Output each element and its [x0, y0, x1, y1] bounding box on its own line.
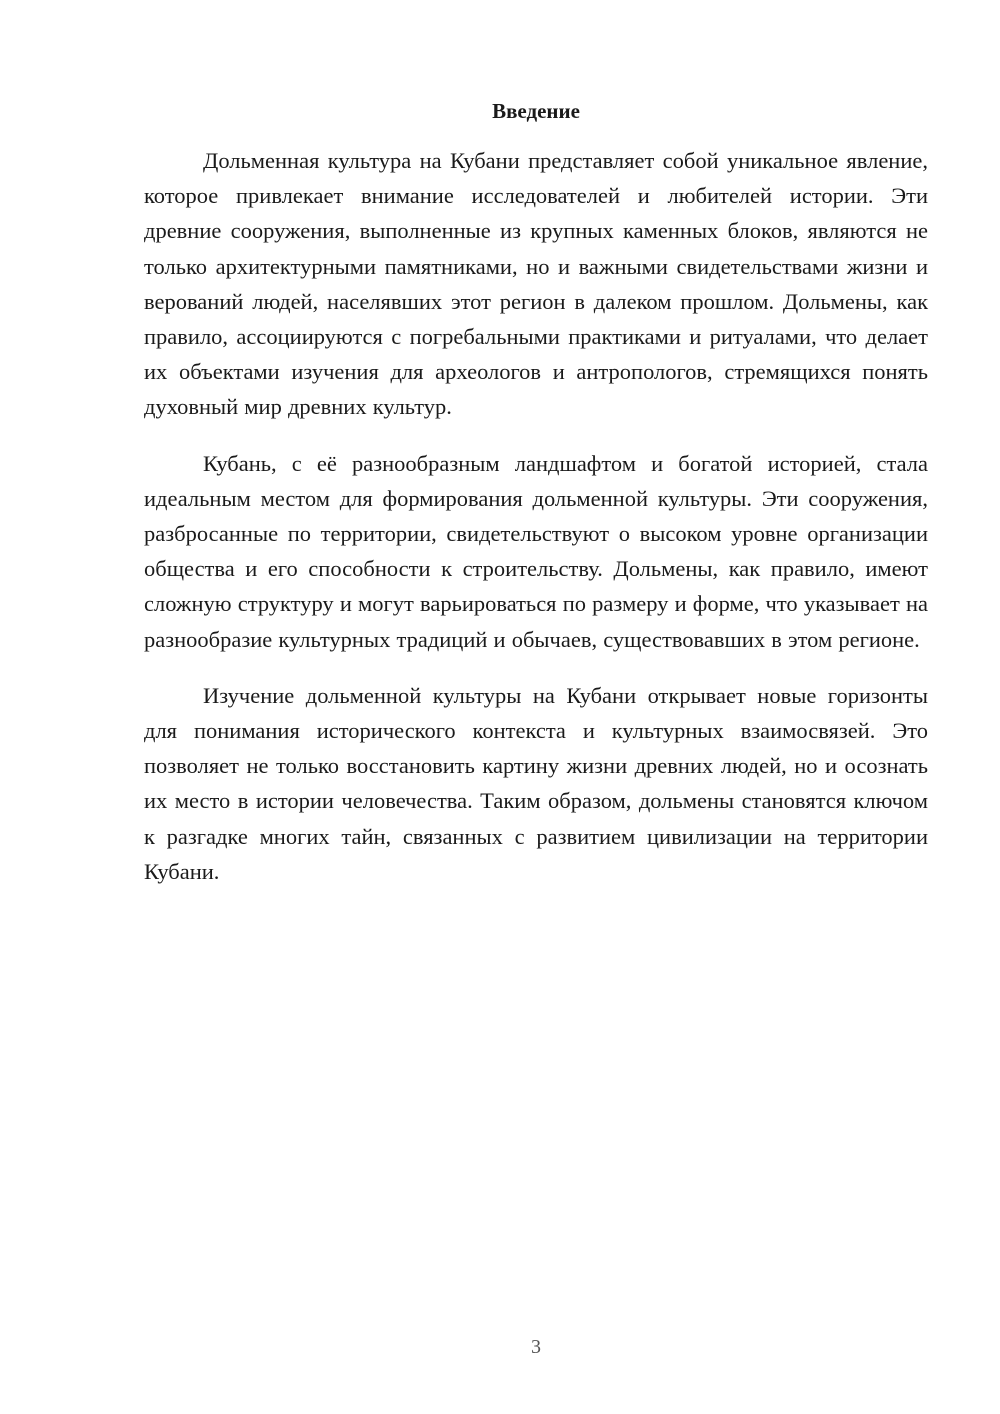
document-body [144, 143, 928, 910]
paragraph-3: Изучение дольменной культуры на Кубани открывает новые горизонты для понимания исторического контекста и культурных взаимосвязей. Это позволяет не только восстановить картину жизни древних людей, но и осознать их место в истории человечества. Таким образом, дольмены становятся ключом к разгадке многих тайн, связанных с развитием цивилизации на территории Кубани. [144, 682, 928, 884]
paragraph-2: Кубань, с её разнообразным ландшафтом и богатой историей, стала идеальным местом для формирования дольменной культуры. Эти сооружения, разбросанные по территории, свидетельствуют о высоком уровне организации общества и его способности к строительству. Дольмены, как правило, имеют сложную структуру и могут варьироваться по размеру и форме, что указывает на разнообразие культурных традиций и обычаев, существовавших в этом регионе. [144, 450, 928, 652]
page-title: Введение [492, 99, 580, 123]
page-number: 3 [531, 1336, 541, 1358]
paragraph-1: Дольменная культура на Кубани представляет собой уникальное явление, которое привлекает внимание исследователей и любителей истории. Эти древние сооружения, выполненные из крупных каменных блоков, являются не только архитектурными памятниками, но и важными свидетельствами жизни и верований людей, населявших этот регион в далеком прошлом. Дольмены, как правило, ассоциируются с погребальными практиками и ритуалами, что делает их объектами изучения для археологов и антропологов, стремящихся понять духовный мир древних культур. [144, 148, 928, 420]
